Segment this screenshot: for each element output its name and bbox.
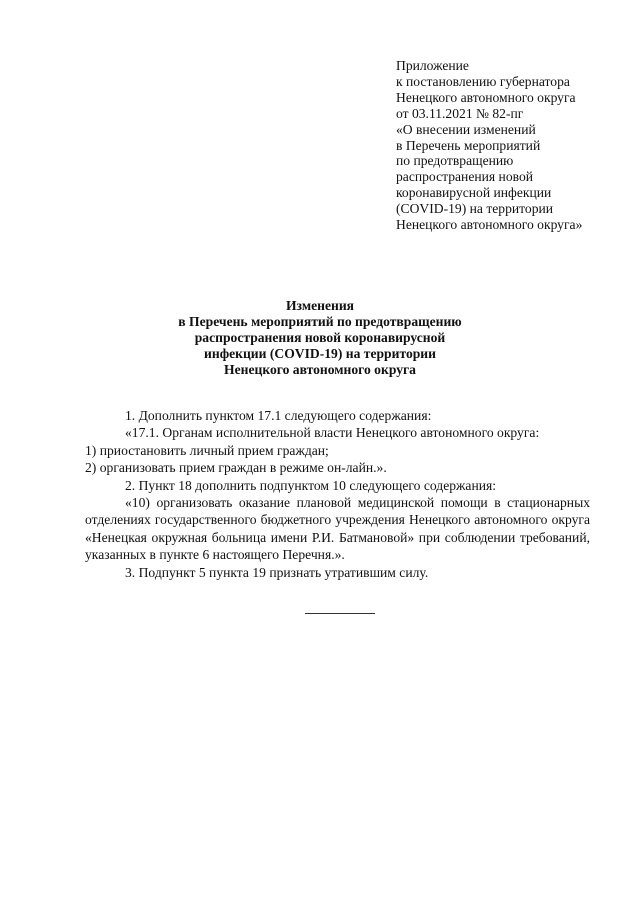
document-body: [85, 407, 590, 581]
appendix-line: по предотвращению: [396, 153, 514, 169]
body-paragraph: «10) организовать оказание плановой медицинской помощи в стационарных отделениях государственного бюджетного учреждения Ненецкого автономного округа «Ненецкая окружная больница имени Р.И. Батмановой» при соблюдении требований, указанных в пункте 6 настоящего Перечня.».: [85, 495, 590, 563]
body-paragraph: 3. Подпункт 5 пункта 19 признать утратившим силу.: [125, 564, 429, 580]
appendix-line: от 03.11.2021 № 82-пг: [396, 105, 524, 121]
appendix-line: распространения новой: [396, 169, 534, 185]
appendix-line: (COVID-19) на территории: [396, 201, 554, 217]
appendix-line: Ненецкого автономного округа»: [396, 217, 583, 233]
title-line: Ненецкого автономного округа: [224, 361, 416, 377]
title-line: Изменения: [285, 298, 355, 313]
body-paragraph: 1) приостановить личный прием граждан;: [85, 442, 329, 458]
body-paragraph: 2. Пункт 18 дополнить подпунктом 10 следующего содержания:: [125, 477, 497, 493]
appendix-line: к постановлению губернатора: [396, 73, 570, 89]
title-line: в Перечень мероприятий по предотвращению: [178, 313, 462, 329]
appendix-line: коронавирусной инфекции: [396, 185, 552, 201]
appendix-line: Приложение: [396, 58, 469, 73]
appendix-line: Ненецкого автономного округа: [396, 89, 576, 105]
title-line: инфекции (COVID-19) на территории: [204, 345, 436, 361]
closing-separator-line: [305, 613, 375, 614]
appendix-line: «О внесении изменений: [396, 121, 536, 137]
body-paragraph: 2) организовать прием граждан в режиме он-лайн.».: [85, 460, 387, 476]
title-line: распространения новой коронавирусной: [194, 329, 446, 345]
body-paragraph: 1. Дополнить пунктом 17.1 следующего содержания:: [125, 408, 432, 423]
body-paragraph: «17.1. Органам исполнительной власти Ненецкого автономного округа:: [125, 425, 540, 441]
document-title: [110, 298, 530, 378]
appendix-header: [396, 58, 626, 233]
appendix-line: в Перечень мероприятий: [396, 137, 541, 153]
